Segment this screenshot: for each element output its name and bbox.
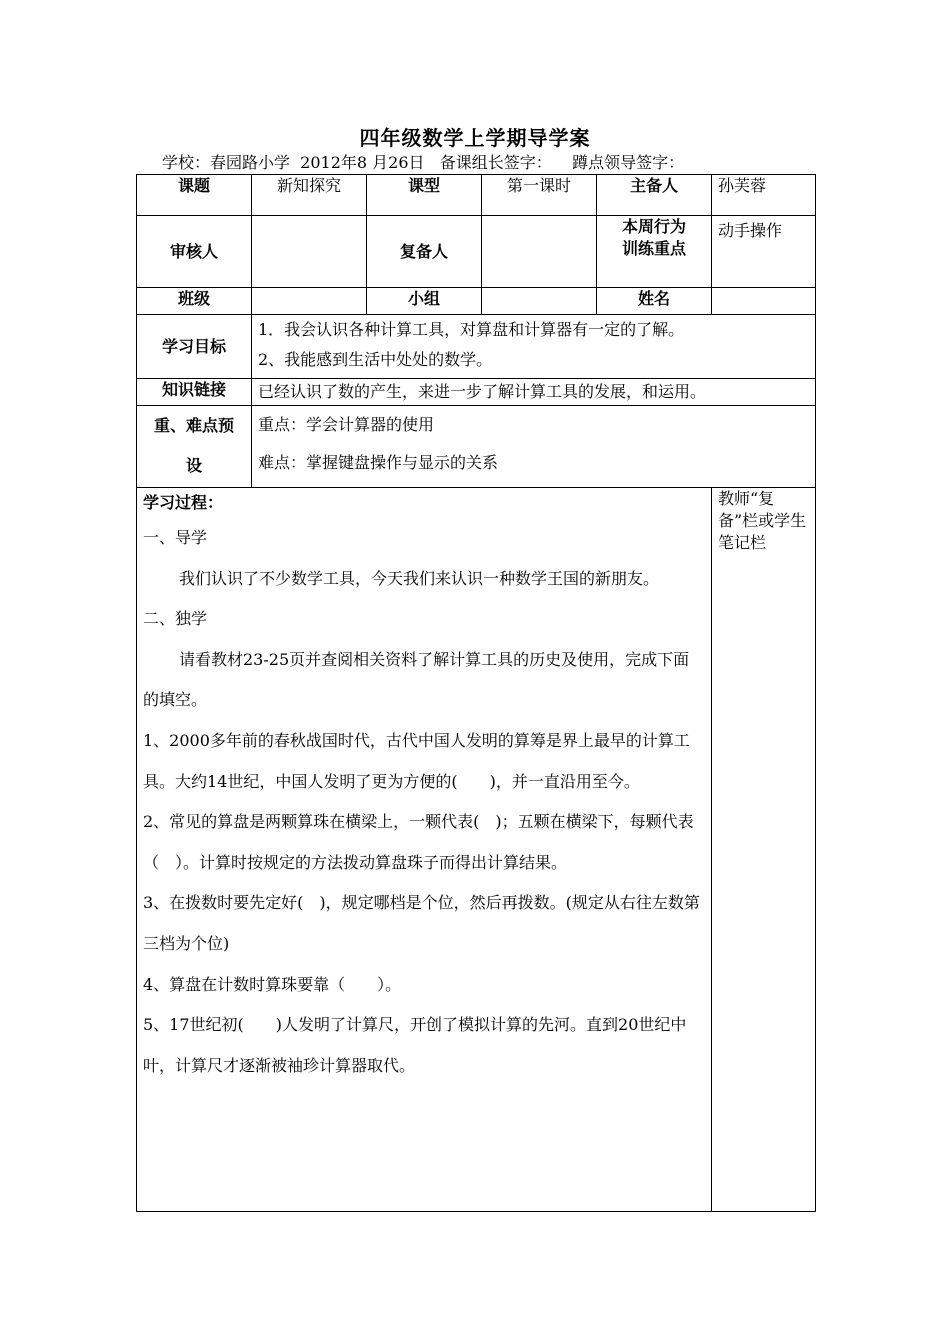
main-preparer-value: 孙芙蓉 — [712, 175, 816, 216]
class-value — [252, 288, 367, 315]
name-value — [712, 288, 816, 315]
section-guided-title: 一、导学 — [143, 528, 208, 547]
lesson-type-value: 第一课时 — [482, 175, 597, 216]
topic-label: 课题 — [137, 175, 252, 216]
difficult-point-text: 难点：掌握键盘操作与显示的关系 — [258, 453, 499, 472]
question-5: 5、17世纪初( )人发明了计算尺，开创了模拟计算的先河。直到20世纪中叶，计算尺才逐渐被袖珍计算器取代。 — [143, 1015, 687, 1075]
knowledge-link-label: 知识链接 — [137, 379, 252, 406]
school-date-signature-line: 学校：春园路小学 2012年8 月26日 备课组长签字： 蹲点领导签字： — [162, 153, 685, 172]
weekly-focus-label-line1: 本周行为 — [621, 217, 686, 236]
question-2: 2、常见的算盘是两颗算珠在横梁上，一颗代表( )；五颗在横梁下，每颗代表（ ）。计算时按规定的方法拨动算盘珠子而得出计算结果。 — [143, 812, 694, 872]
topic-value: 新知探究 — [252, 175, 367, 216]
process-heading: 学习过程： — [143, 493, 224, 512]
knowledge-link-content: 已经认识了数的产生，来进一步了解计算工具的发展，和运用。 — [252, 379, 816, 406]
row-class — [137, 288, 816, 315]
row-knowledge-link — [137, 379, 816, 406]
question-1: 1、2000多年前的春秋战国时代，古代中国人发明的算筹是界上最早的计算工具。大约14世纪，中国人发明了更为方便的( )，并一直沿用至今。 — [143, 730, 690, 791]
key-point-text: 重点：学会计算器的使用 — [258, 415, 435, 434]
row-reviewer — [137, 216, 816, 288]
question-3: 3、在拨数时要先定好( )，规定哪档是个位，然后再拨数。(规定从右往左数第三档为个位) — [143, 893, 700, 953]
row-learning-goals — [137, 315, 816, 379]
key-points-label — [137, 406, 252, 488]
row-topic — [137, 175, 816, 216]
learning-process-content — [137, 488, 712, 1212]
group-label: 小组 — [367, 288, 482, 315]
section-self-study-text: 请看教材23-25页并查阅相关资料了解计算工具的历史及使用，完成下面的填空。 — [143, 649, 690, 710]
lesson-type-label: 课型 — [367, 175, 482, 216]
learning-goals-label: 学习目标 — [137, 315, 252, 379]
co-preparer-label: 复备人 — [367, 216, 482, 288]
weekly-focus-label-line2: 训练重点 — [621, 239, 686, 258]
goal-line-2: 2、我能感到生活中处处的数学。 — [258, 350, 493, 369]
class-label: 班级 — [137, 288, 252, 315]
section-self-study-title: 二、独学 — [143, 609, 208, 629]
key-points-label-line1: 重、难点预 — [153, 416, 234, 435]
row-learning-process — [137, 488, 816, 1212]
section-guided-text: 我们认识了不少数学工具，今天我们来认识一种数学王国的新朋友。 — [179, 568, 660, 588]
weekly-focus-value: 动手操作 — [712, 216, 816, 288]
reviewer-label: 审核人 — [137, 216, 252, 288]
lesson-plan-table — [136, 174, 816, 1212]
name-label: 姓名 — [597, 288, 712, 315]
document-title: 四年级数学上学期导学案 — [359, 126, 591, 150]
weekly-focus-label — [597, 216, 712, 288]
main-preparer-label: 主备人 — [597, 175, 712, 216]
key-points-content — [252, 406, 816, 488]
key-points-label-line2: 设 — [185, 456, 202, 475]
co-preparer-value — [482, 216, 597, 288]
group-value — [482, 288, 597, 315]
notes-column: 教师“复备”栏或学生笔记栏 — [712, 488, 816, 1212]
reviewer-value — [252, 216, 367, 288]
goal-line-1: 1．我会认识各种计算工具，对算盘和计算器有一定的了解。 — [258, 320, 685, 339]
row-key-points — [137, 406, 816, 488]
learning-goals-content — [252, 315, 816, 379]
question-4: 4、算盘在计数时算珠要靠（ ）。 — [143, 974, 402, 994]
